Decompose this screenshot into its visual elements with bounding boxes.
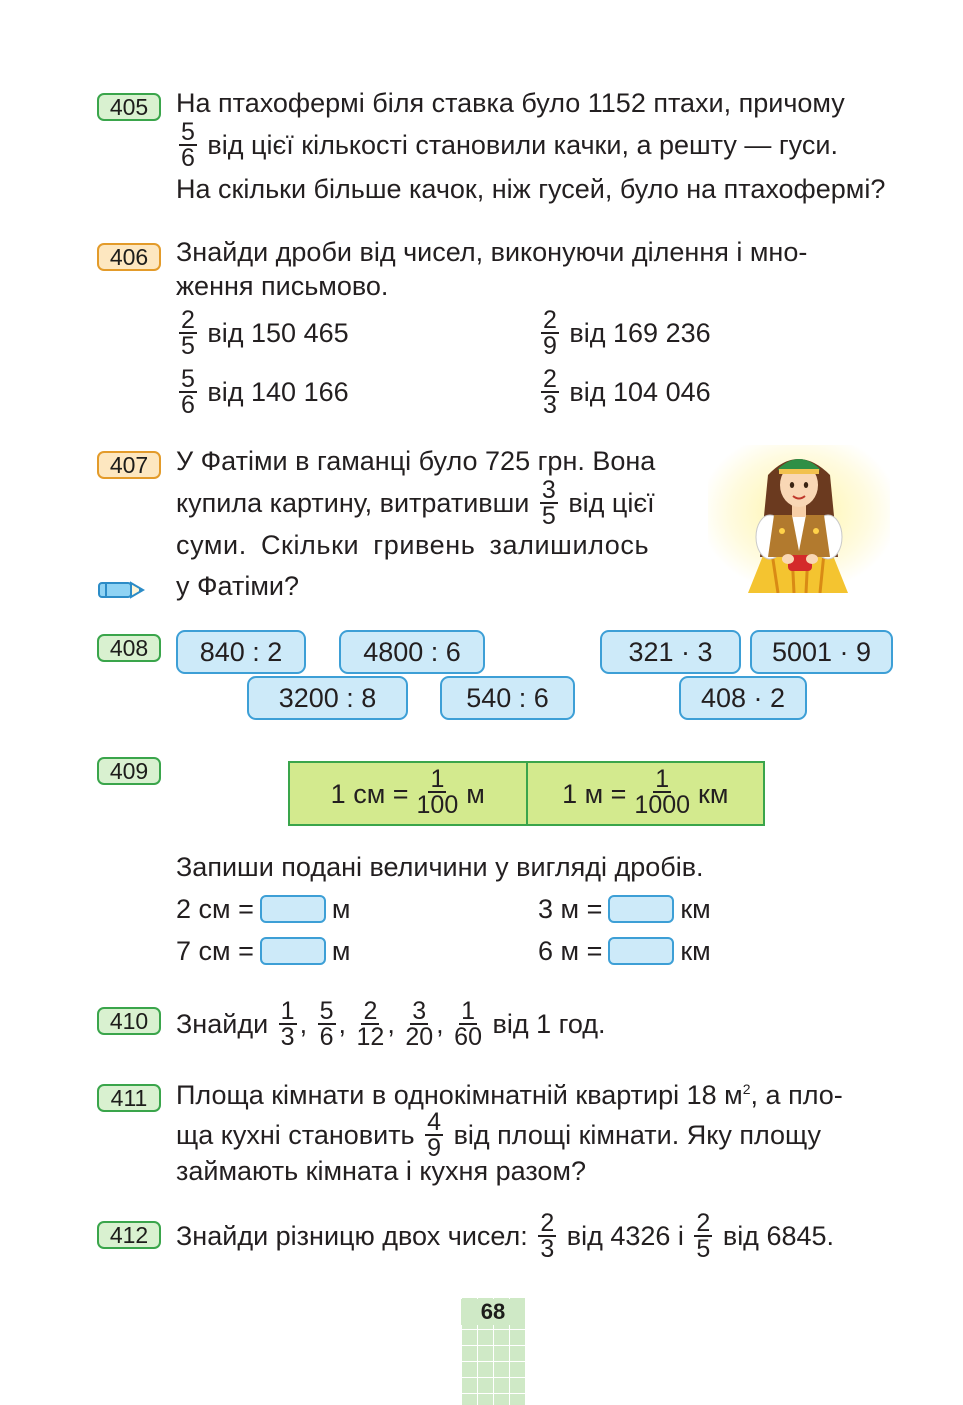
- task-text-line: Запиши подані величини у вигляді дробів.: [176, 852, 704, 882]
- fraction: $\frac{2}{3}$: [543, 365, 557, 419]
- task-text-line: На скільки більше качок, ніж гусей, було на птахофермі?: [176, 174, 886, 204]
- task-text-line: ща кухні становить $\frac{4}{9}$ від площі кімнати. Яку площу: [176, 1108, 822, 1162]
- fraction: $\frac{5}{6}$: [319, 997, 334, 1051]
- task-text-line: Площа кімнати в однокімнатній квартирі 18 $м^2$, а пло-: [176, 1080, 843, 1110]
- task-text-line: купила картину, витративши $\frac{3}{5}$ від цієї: [176, 476, 655, 530]
- fraction: $\frac{1}{3}$: [280, 997, 295, 1051]
- fraction: $\frac{1}{1000}$: [634, 764, 691, 819]
- task-text-line: у Фатіми?: [176, 571, 299, 601]
- fraction: $\frac{3}{5}$: [541, 476, 556, 530]
- task-number-badge: 410: [97, 1007, 161, 1035]
- fraction: $\frac{2}{5}$: [181, 306, 195, 360]
- unit-conversion-table: [288, 761, 765, 826]
- task-text-line: Знайди $\frac{1}{3}$ , $\frac{5}{6}$ , $\frac{2}{12}$ , $\frac{3}{20}$ , $\frac{1}{60}$ від 1 год.: [176, 997, 606, 1051]
- task-number-badge: 411: [97, 1084, 161, 1112]
- task-text-line: Знайди дроби від чисел, виконуючи ділення і мно-: [176, 237, 808, 267]
- fraction: $\frac{2}{3}$: [540, 1209, 555, 1263]
- fraction: $\frac{5}{6}$: [181, 365, 195, 419]
- task-text-line: На птахофермі біля ставка було 1152 птахи, причому: [176, 88, 845, 118]
- expression-box: 5001 · 9: [750, 630, 893, 674]
- fraction-item: $\frac{2}{3}$ від 104 046: [543, 365, 711, 419]
- fraction: $\frac{1}{100}$: [416, 764, 459, 819]
- answer-blank: [608, 895, 674, 923]
- task-text-line: займають кімната і кухня разом?: [176, 1156, 586, 1186]
- task-text-line: ження письмово.: [176, 271, 389, 301]
- expression-box: 408 · 2: [679, 676, 807, 720]
- pencil-icon: [97, 578, 145, 602]
- answer-blank: [260, 895, 326, 923]
- task-number-badge: 405: [97, 93, 161, 121]
- task-text-line: $\frac{5}{6}$ від цієї кількості становили качки, а решту — гуси.: [181, 118, 838, 172]
- unit-cell: 1 см = $\frac{1}{100}$ м: [330, 764, 485, 819]
- fraction: $\frac{2}{5}$: [696, 1209, 711, 1263]
- fraction: $\frac{5}{6}$: [181, 118, 195, 172]
- unit-cell: 1 м = $\frac{1}{1000}$ км: [526, 763, 764, 824]
- expression-box: 4800 : 6: [339, 630, 485, 674]
- fraction-item: $\frac{5}{6}$ від 140 166: [181, 365, 349, 419]
- conversion-row: 6 м = км: [538, 936, 711, 966]
- task-number-badge: 408: [97, 634, 161, 662]
- expression-box: 3200 : 8: [247, 676, 408, 720]
- task-number-badge: 406: [97, 243, 161, 271]
- fraction: $\frac{2}{9}$: [543, 306, 557, 360]
- fraction: $\frac{4}{9}$: [427, 1108, 442, 1162]
- task-text-line: Знайди різницю двох чисел: $\frac{2}{3}$ від 4326 і $\frac{2}{5}$ від 6845.: [176, 1209, 835, 1263]
- page-number-block: [461, 1297, 525, 1405]
- task-number-badge: 412: [97, 1221, 161, 1249]
- expression-box: 540 : 6: [440, 676, 575, 720]
- fatima-girl-illustration: [708, 445, 890, 593]
- conversion-row: 7 см = м: [176, 936, 351, 966]
- answer-blank: [608, 937, 674, 965]
- task-number-badge: 409: [97, 757, 161, 785]
- conversion-row: 2 см = м: [176, 894, 351, 924]
- conversion-row: 3 м = км: [538, 894, 711, 924]
- fraction-item: $\frac{2}{9}$ від 169 236: [543, 306, 711, 360]
- fraction-item: $\frac{2}{5}$ від 150 465: [181, 306, 349, 360]
- task-text-line: суми. Скільки гривень залишилось: [176, 530, 650, 560]
- fraction: $\frac{1}{60}$: [454, 997, 482, 1051]
- task-number-badge: 407: [97, 451, 161, 479]
- expression-box: 840 : 2: [176, 630, 306, 674]
- answer-blank: [260, 937, 326, 965]
- fraction: $\frac{2}{12}$: [356, 997, 385, 1051]
- task-text-line: У Фатіми в гаманці було 725 грн. Вона: [176, 446, 656, 476]
- fraction: $\frac{3}{20}$: [405, 997, 434, 1051]
- expression-box: 321 · 3: [600, 630, 741, 674]
- page-number: 68: [461, 1299, 525, 1325]
